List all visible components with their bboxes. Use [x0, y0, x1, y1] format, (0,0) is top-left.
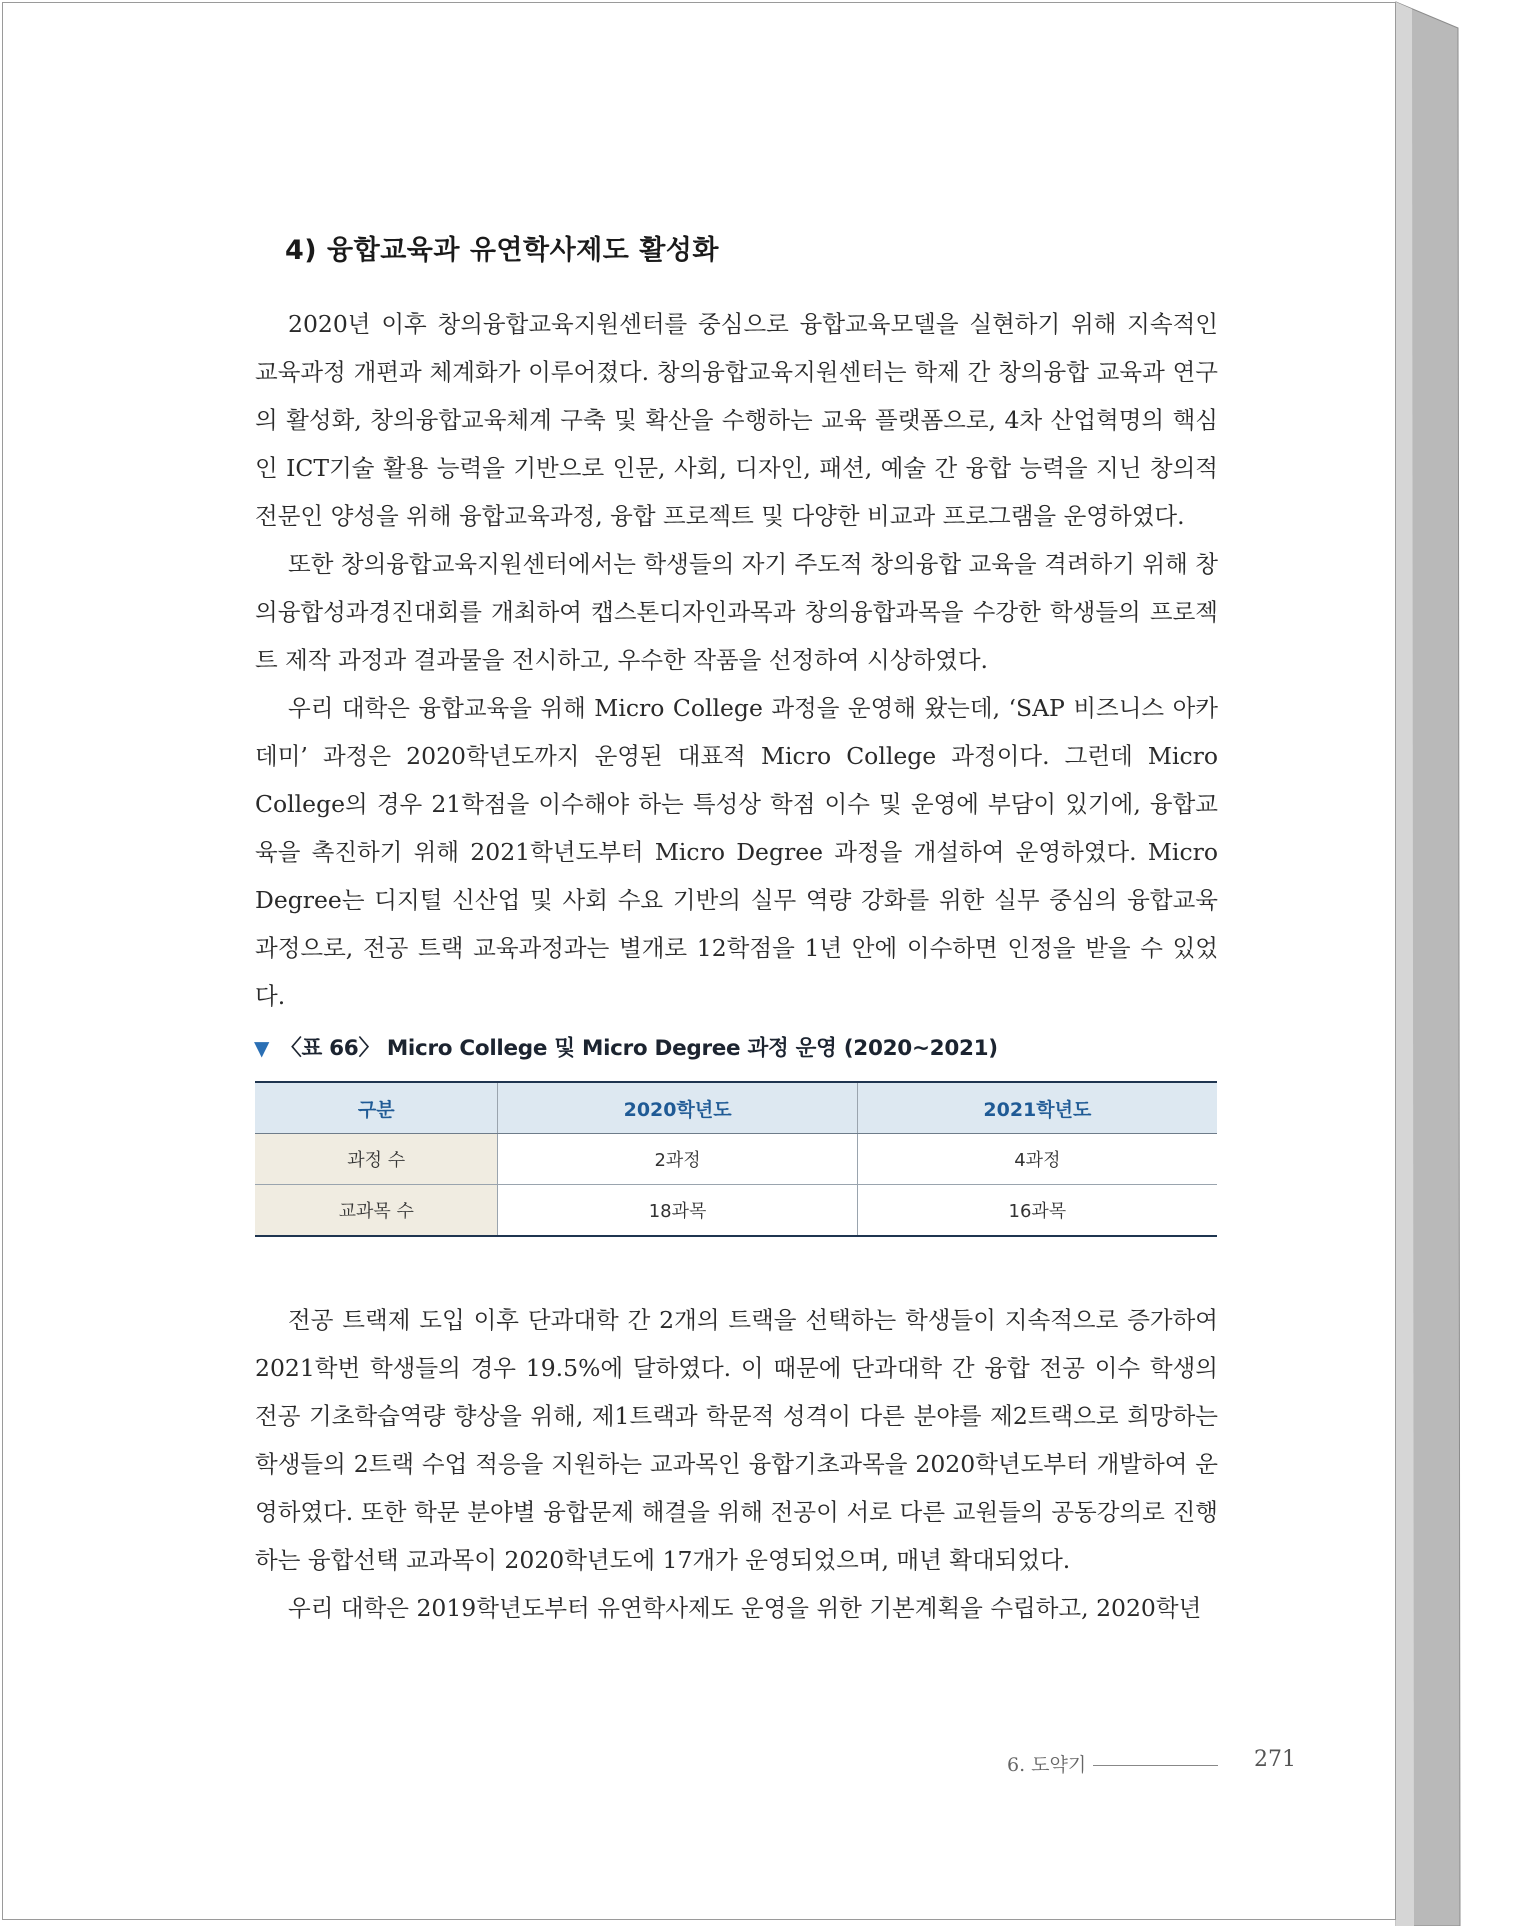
paragraph-text: 우리 대학은 융합교육을 위해 Micro College 과정을 운영해 왔는데, ‘SAP 비즈니스 아카데미’ 과정은 2020학년도까지 운영된 대표적 Micro College 과정이다. 그런데 Micro College의 경우 21학점을 이수해야 하는 특성상 학점 이수 및 운영에 부담이 있기에, 융합교육을 촉진하기 위해 2021학년도부터 Micro Degree 과정을 개설하여 운영하였다. Micro Degree는 디지털 신산업 및 사회 수요 기반의 실무 역량 강화를 위한 실무 중심의 융합교육 과정으로, 전공 트랙 교육과정과는 별개로 12학점을 1년 안에 이수하면 인정을 받을 수 있었다. [255, 694, 1218, 1010]
page-number: 271 [1254, 1747, 1296, 1772]
data-table [255, 1081, 1217, 1237]
body-paragraph-5 [255, 1584, 1218, 1632]
body-paragraph-3 [255, 684, 1218, 1020]
body-paragraph-1 [255, 300, 1218, 540]
paragraph-text: 우리 대학은 2019학년도부터 유연학사제도 운영을 위한 기본계획을 수립하고, 2020학년 [288, 1594, 1202, 1622]
body-paragraph-2 [255, 540, 1218, 684]
paragraph-text: 2020년 이후 창의융합교육지원센터를 중심으로 융합교육모델을 실현하기 위해 지속적인 교육과정 개편과 체계화가 이루어졌다. 창의융합교육지원센터는 학제 간 창의융합 교육과 연구의 활성화, 창의융합교육체계 구축 및 확산을 수행하는 교육 플랫폼으로, 4차 산업혁명의 핵심인 ICT기술 활용 능력을 기반으로 인문, 사회, 디자인, 패션, 예술 간 융합 능력을 지닌 창의적 전문인 양성을 위해 융합교육과정, 융합 프로젝트 및 다양한 비교과 프로그램을 운영하였다. [255, 310, 1218, 530]
table-cell: 16과목 [857, 1185, 1217, 1237]
table-header-cell: 2020학년도 [498, 1082, 857, 1134]
table-header-cell: 2021학년도 [857, 1082, 1217, 1134]
paragraph-text: 전공 트랙제 도입 이후 단과대학 간 2개의 트랙을 선택하는 학생들이 지속적으로 증가하여 2021학번 학생들의 경우 19.5%에 달하였다. 이 때문에 단과대학 간 융합 전공 이수 학생의 전공 기초학습역량 향상을 위해, 제1트랙과 학문적 성격이 다른 분야를 제2트랙으로 희망하는 학생들의 2트랙 수업 적응을 지원하는 교과목인 융합기초과목을 2020학년도부터 개발하여 운영하였다. 또한 학문 분야별 융합문제 해결을 위해 전공이 서로 다른 교원들의 공동강의로 진행하는 융합선택 교과목이 2020학년도에 17개가 운영되었으며, 매년 확대되었다. [255, 1306, 1218, 1574]
table-header-cell: 구분 [255, 1082, 498, 1134]
footer-divider [1093, 1765, 1218, 1766]
table-cell: 18과목 [498, 1185, 857, 1237]
table-header-row [255, 1082, 1217, 1134]
table-row [255, 1134, 1217, 1185]
footer-section-label: 6. 도약기 [1007, 1754, 1087, 1776]
body-paragraph-4 [255, 1296, 1218, 1584]
table-cell: 4과정 [857, 1134, 1217, 1185]
paragraph-text: 또한 창의융합교육지원센터에서는 학생들의 자기 주도적 창의융합 교육을 격려하기 위해 창의융합성과경진대회를 개최하여 캡스톤디자인과목과 창의융합과목을 수강한 학생들의 프로젝트 제작 과정과 결과물을 전시하고, 우수한 작품을 선정하여 시상하였다. [255, 550, 1218, 674]
section-heading: 4) 융합교육과 유연학사제도 활성화 [285, 235, 719, 266]
table-caption [254, 1031, 998, 1062]
table-row-header: 과정 수 [255, 1134, 498, 1185]
table-row [255, 1185, 1217, 1237]
triangle-down-icon: ▼ [254, 1036, 270, 1060]
table-cell: 2과정 [498, 1134, 857, 1185]
table-row-header: 교과목 수 [255, 1185, 498, 1237]
table-title-text: 〈표 66〉 Micro College 및 Micro Degree 과정 운영 (2020~2021) [280, 1036, 998, 1061]
